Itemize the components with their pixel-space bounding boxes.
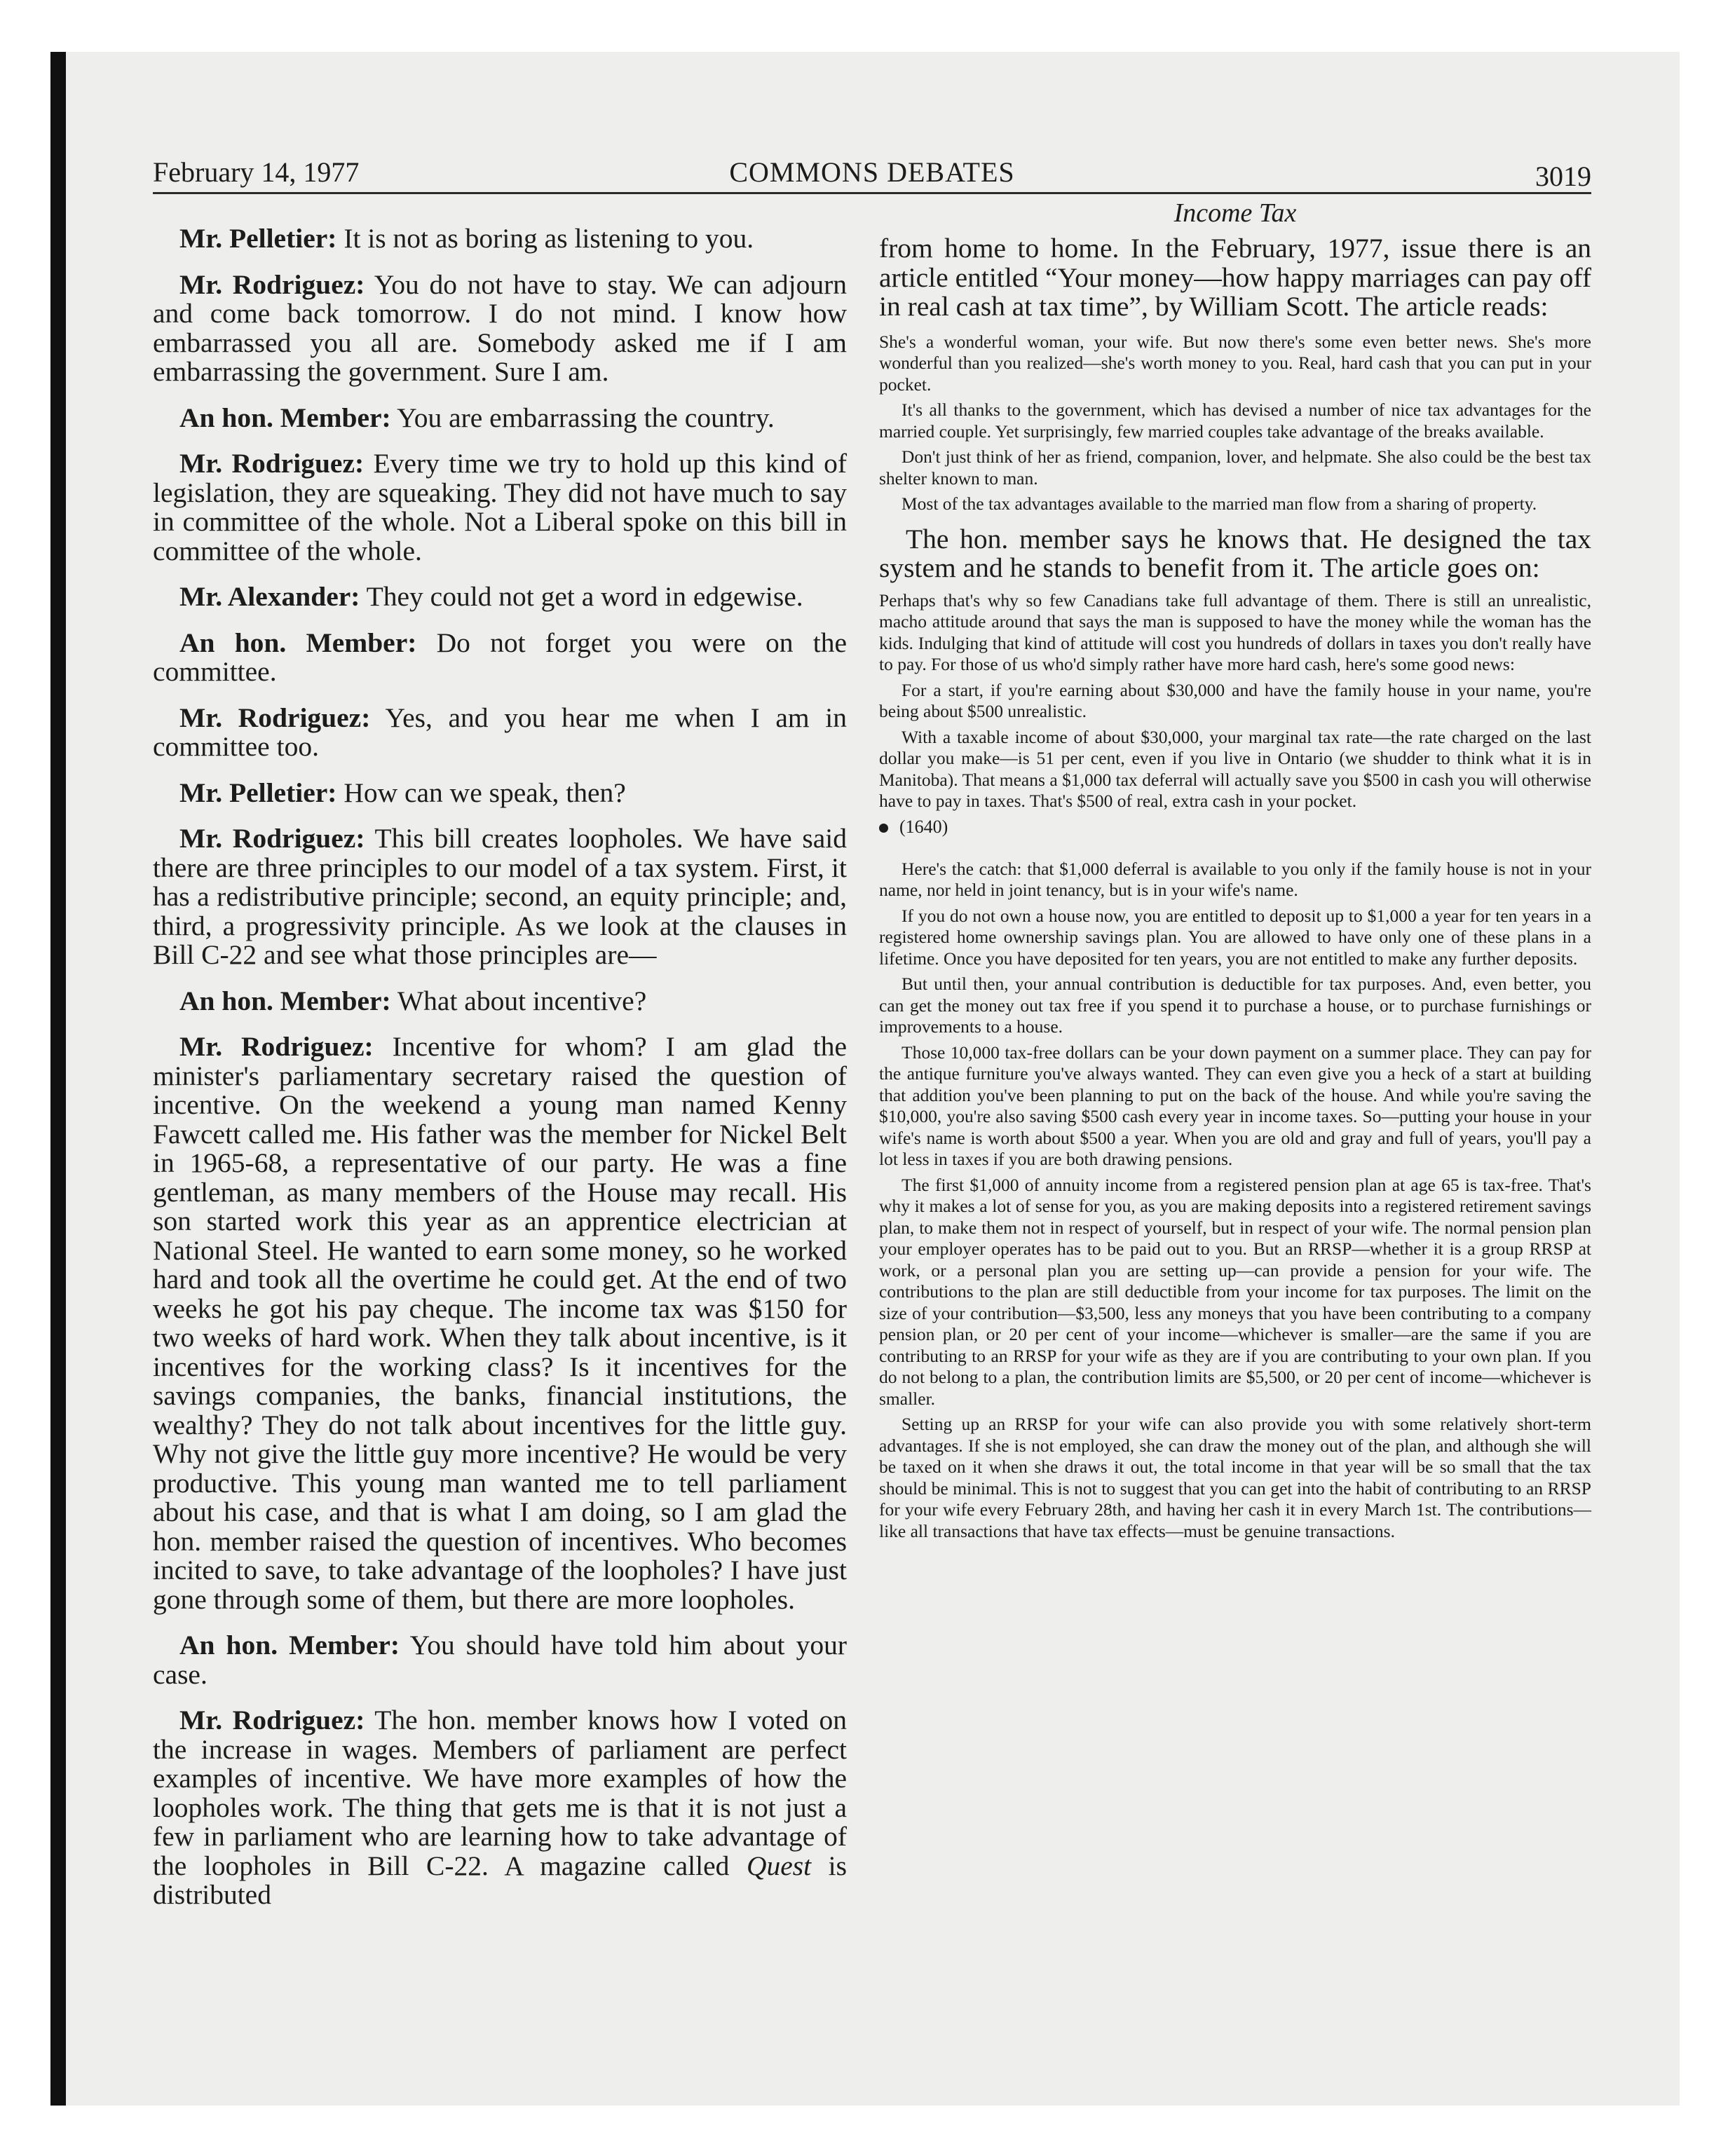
speaker-name: Mr. Rodriguez: (179, 268, 365, 300)
speech-paragraph (153, 824, 847, 970)
speech-text: Every time we try to hold up this kind of legislation, they are squeaking. They did not have much to say in committee of the whole. Not a Liberal spoke on this bill in committee of the whole. (153, 448, 848, 566)
speaker-name: Mr. Pelletier: (179, 777, 337, 808)
speech-paragraph (153, 1706, 847, 1910)
speech-paragraph (153, 704, 847, 762)
quoted-paragraph: She's a wonderful woman, your wife. But now there's some even better news. She's more wonderful than you realized—she's worth money to you. Real, hard cash that you can put in your pocket. (879, 331, 1591, 395)
speech-paragraph (153, 1032, 847, 1614)
speech-paragraph (153, 987, 847, 1016)
quoted-paragraph: The first $1,000 of annuity income from a registered pension plan at age 65 is tax-free. That's why it makes a lot of sense for you, as you are making deposits into a registered retirement savings plan, to make them not in respect of yourself, but in respect of your wife. The normal pension plan your employer operates has to be paid out to you. But an RRSP—whether it is a group RRSP at work, or a personal plan you are setting up—can provide a pension for your wife. The contributions to the plan are still deductible from your income for tax purposes. The limit on the size of your contribution—$3,500, less any moneys that you have been contributing to a company pension plan, or 20 per cent of your income—whichever is smaller—are the same if you are contributing to an RRSP for your wife as they are if you are contributing to your own plan. If you do not belong to a plan, the contribution limits are $5,500, or 20 per cent of income—whichever is smaller. (879, 1174, 1591, 1409)
speaker-name: An hon. Member: (179, 627, 417, 658)
speech-text: The hon. member knows how I voted on the increase in wages. Members of parliament are perfect examples of incentive. We have more examples of how the loopholes work. The thing that gets me is that it is not just a few in parliament who are learning how to take advantage of the loopholes in Bill C-22. A magazine called (153, 1705, 847, 1881)
speech-text: Incentive for whom? I am glad the minister's parliamentary secretary raised the question of incentive. On the weekend a young man named Kenny Fawcett called me. His father was the member for Nickel Belt in 1965-68, a representative of our party. He was a fine gentleman, as many members of the House may recall. His son started work this year as an apprentice electrician at National Steel. He wanted to earn some money, so he worked hard and took all the overtime he could get. At the end of two weeks he got his pay cheque. The income tax was $150 for two weeks of hard work. When they talk about incentive, is it incentives for the working class? Is it incentives for the savings companies, the banks, financial institutions, the wealthy? They do not talk about incentives for the little guy. Why not give the little guy more incentive? He would be very productive. This young man wanted me to tell parliament about his case, and that is what I am doing, so I am glad the hon. member raised the question of incentives. Who becomes incited to save, to take advantage of the loopholes? I have just gone through some of them, but there are more loopholes. (153, 1031, 848, 1615)
left-column (153, 224, 847, 1927)
speech-paragraph (153, 582, 847, 612)
speech-text: What about incentive? (397, 985, 647, 1016)
speaker-name: Mr. Rodriguez: (179, 702, 371, 733)
speech-paragraph (153, 449, 847, 566)
header-title: COMMONS DEBATES (729, 156, 1015, 188)
speech-paragraph (153, 404, 847, 433)
speaker-name: Mr. Rodriguez: (179, 448, 365, 479)
speech-text: You should have told him about your case. (153, 1630, 847, 1690)
scan-border (50, 52, 66, 2106)
speech-continuation: from home to home. In the February, 1977, issue there is an article entitled “Your money—how happy marriages can pay off in real cash at tax time”, by William Scott. The article reads: (879, 233, 1591, 322)
speaker-name: Mr. Pelletier: (179, 223, 337, 254)
right-column (879, 199, 1591, 1546)
quoted-paragraph: With a taxable income of about $30,000, your marginal tax rate—the rate charged on the last dollar you make—is 51 per cent, even if you live in Ontario (we shudder to think what it is in Manitoba). That means a $1,000 tax deferral will actually save you $500 in cash you will otherwise have to pay in taxes. That's $500 of real, extra cash in your pocket. (879, 726, 1591, 811)
speaker-name: Mr. Rodriguez: (179, 1705, 365, 1735)
quoted-paragraph: If you do not own a house now, you are entitled to deposit up to $1,000 a year for ten years in a registered home ownership savings plan. You are allowed to have only one of these plans in a lifetime. Once you have deposited for ten years, you are not entitled to make any further deposits. (879, 905, 1591, 969)
speaker-name: An hon. Member: (179, 1630, 400, 1660)
speech-paragraph (153, 1631, 847, 1689)
quoted-paragraph: Perhaps that's why so few Canadians take full advantage of them. There is still an unrealistic, macho attitude around that says the man is supposed to have the money while the woman has the kids. Indulging that kind of attitude will cost you hundreds of dollars in taxes you don't really have to pay. For those of us who'd simply rather have more hard cash, here's some good news: (879, 589, 1591, 674)
speech-text: It is not as boring as listening to you. (343, 223, 754, 254)
speech-paragraph (153, 224, 847, 254)
quoted-paragraph: For a start, if you're earning about $30,000 and have the family house in your name, you're being about $500 unrealistic. (879, 679, 1591, 721)
speech-text: Yes, and you hear me when I am in committee too. (153, 702, 847, 762)
speech-text: How can we speak, then? (343, 777, 626, 808)
bullet-icon (879, 824, 888, 833)
page-number: 3019 (1535, 161, 1591, 192)
speech-text: is distributed (153, 1850, 848, 1910)
speech-paragraph (153, 779, 847, 808)
speaker-name: An hon. Member: (179, 402, 391, 433)
quoted-paragraph: Those 10,000 tax-free dollars can be your down payment on a summer place. They can pay for the antique furniture you've always wanted. They can even give you a heck of a start at building that addition you've been planning to put on the back of the house. And while you're saving the $10,000, you're also saving $500 cash every year in income taxes. So—putting your house in your wife's name is worth about $500 a year. When you are old and gray and full of years, you'll pay a lot less in taxes if you are both drawing pensions. (879, 1042, 1591, 1169)
quoted-paragraph: But until then, your annual contribution is deductible for tax purposes. And, even better, you can get the money out tax free if you spend it to purchase a house, or to purchase furnishings or improvements to a house. (879, 974, 1591, 1037)
speech-text: You do not have to stay. We can adjourn and come back tomorrow. I do not mind. I know how embarrassed you all are. Somebody asked me if I am embarrassing the government. Sure I am. (153, 268, 847, 387)
quoted-paragraph: Most of the tax advantages available to the married man flow from a sharing of property. (901, 493, 1537, 514)
quoted-paragraph: Here's the catch: that $1,000 deferral is available to you only if the family house is not in your name, nor held in joint tenancy, but is in your wife's name. (879, 858, 1591, 900)
speech-text: You are embarrassing the country. (397, 402, 775, 433)
scanned-page (50, 52, 1680, 2106)
time-marker (879, 817, 1591, 838)
magazine-title: Quest (746, 1850, 812, 1881)
time-marker-text: (1640) (899, 816, 948, 837)
speech-text: They could not get a word in edgewise. (366, 581, 803, 612)
page-content (153, 52, 1591, 2106)
topic-heading: Income Tax (1173, 198, 1297, 228)
header-date: February 14, 1977 (153, 156, 360, 188)
quoted-paragraph: Setting up an RRSP for your wife can also provide you with some relatively short-term advantages. If she is not employed, she can draw the money out of the plan, and although she will be taxed on it when she draws it out, the total income in that year will be so small that the tax should be minimal. This is not to suggest that you can get into the habit of contributing to an RRSP for your wife every February 28th, and having her cash it in every March 1st. The contributions—like all transactions that have tax effects—must be genuine transactions. (879, 1414, 1591, 1541)
page-header (153, 150, 1591, 194)
speech-paragraph: The hon. member says he knows that. He designed the tax system and he stands to benefit from it. The article goes on: (879, 523, 1591, 583)
quoted-paragraph: It's all thanks to the government, which has devised a number of nice tax advantages for the married couple. Yet surprisingly, few married couples take advantage of the breaks available. (879, 400, 1591, 442)
speech-text: Do not forget you were on the committee. (153, 627, 847, 687)
quoted-paragraph: Don't just think of her as friend, companion, lover, and helpmate. She also could be the best tax shelter known to man. (879, 446, 1591, 489)
speech-text: This bill creates loopholes. We have said there are three principles to our model of a tax system. First, it has a redistributive principle; second, an equity principle; and, third, a progressivity principle. As we look at the clauses in Bill C-22 and see what those principles are— (153, 823, 847, 970)
speaker-name: Mr. Alexander: (179, 581, 360, 612)
speaker-name: Mr. Rodriguez: (179, 823, 365, 854)
speaker-name: Mr. Rodriguez: (179, 1031, 374, 1062)
speech-paragraph (153, 629, 847, 687)
speech-paragraph (153, 268, 847, 387)
speaker-name: An hon. Member: (179, 985, 391, 1016)
